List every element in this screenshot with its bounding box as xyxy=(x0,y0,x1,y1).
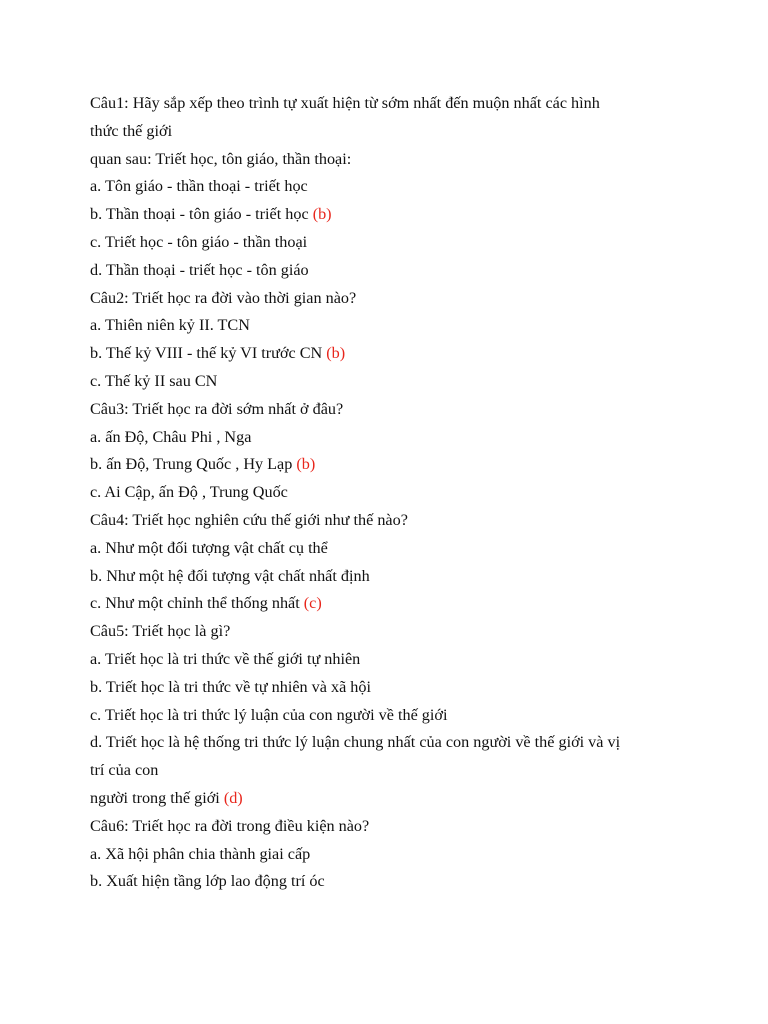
document-line xyxy=(90,702,690,730)
line-text: a. Thiên niên kỷ II. TCN xyxy=(90,316,250,335)
line-text: c. Triết học là tri thức lý luận của con người về thế giới xyxy=(90,705,448,724)
document-line xyxy=(90,757,690,785)
document-line xyxy=(90,312,690,340)
document-line xyxy=(90,868,690,896)
line-text: quan sau: Triết học, tôn giáo, thần thoại: xyxy=(90,149,352,168)
line-text: Câu4: Triết học nghiên cứu thế giới như thế nào? xyxy=(90,510,408,529)
document-line xyxy=(90,451,690,479)
document-line xyxy=(90,424,690,452)
question-line xyxy=(90,618,690,646)
document-line xyxy=(90,173,690,201)
question-line xyxy=(90,507,690,535)
line-text: c. Triết học - tôn giáo - thần thoại xyxy=(90,232,308,251)
line-text: a. Triết học là tri thức về thế giới tự nhiên xyxy=(90,649,361,668)
document-line xyxy=(90,229,690,257)
question-line xyxy=(90,813,690,841)
line-text: trí của con xyxy=(90,761,159,780)
document-line xyxy=(90,479,690,507)
document-body xyxy=(90,90,690,896)
line-text: Câu5: Triết học là gì? xyxy=(90,622,231,641)
answer-marker: (c) xyxy=(303,594,322,613)
line-text: Câu1: Hãy sắp xếp theo trình tự xuất hiện từ sớm nhất đến muộn nhất các hình xyxy=(90,94,600,112)
line-text: a. ấn Độ, Châu Phi , Nga xyxy=(90,427,252,446)
answer-marker: (b) xyxy=(326,344,346,363)
document-line xyxy=(90,118,690,146)
line-text: d. Thần thoại - triết học - tôn giáo xyxy=(90,260,309,279)
document-line xyxy=(90,785,690,813)
line-text: a. Tôn giáo - thần thoại - triết học xyxy=(90,177,308,196)
answer-marker: (b) xyxy=(312,205,332,224)
line-text: Câu2: Triết học ra đời vào thời gian nào? xyxy=(90,288,357,307)
document-line xyxy=(90,841,690,869)
document-line xyxy=(90,340,690,368)
line-text: thức thế giới xyxy=(90,121,173,140)
document-line xyxy=(90,590,690,618)
line-text: b. Thần thoại - tôn giáo - triết học xyxy=(90,205,309,224)
answer-marker: (b) xyxy=(296,455,316,474)
line-text: c. Như một chỉnh thể thống nhất xyxy=(90,594,300,613)
line-text: b. ấn Độ, Trung Quốc , Hy Lạp xyxy=(90,455,293,474)
answer-marker: (d) xyxy=(223,788,243,807)
line-text: người trong thế giới xyxy=(90,788,220,807)
document-line xyxy=(90,368,690,396)
question-line xyxy=(90,285,690,313)
line-text: d. Triết học là hệ thống tri thức lý luận chung nhất của con người về thế giới và vị xyxy=(90,733,621,752)
line-text: b. Như một hệ đối tượng vật chất nhất định xyxy=(90,566,370,585)
document-line xyxy=(90,146,690,174)
line-text: c. Ai Cập, ấn Độ , Trung Quốc xyxy=(90,483,288,502)
line-text: b. Xuất hiện tầng lớp lao động trí óc xyxy=(90,872,325,891)
document-line xyxy=(90,257,690,285)
document-line xyxy=(90,729,690,757)
document-line xyxy=(90,674,690,702)
document-line xyxy=(90,563,690,591)
line-text: b. Triết học là tri thức về tự nhiên và xã hội xyxy=(90,677,371,696)
question-line xyxy=(90,396,690,424)
line-text: c. Thế kỷ II sau CN xyxy=(90,371,218,390)
document-line xyxy=(90,535,690,563)
document-line xyxy=(90,646,690,674)
document-line xyxy=(90,201,690,229)
question-line xyxy=(90,90,690,118)
line-text: a. Xã hội phân chia thành giai cấp xyxy=(90,844,311,863)
line-text: b. Thế kỷ VIII - thế kỷ VI trước CN xyxy=(90,344,323,363)
line-text: Câu3: Triết học ra đời sớm nhất ở đâu? xyxy=(90,399,344,418)
line-text: Câu6: Triết học ra đời trong điều kiện nào? xyxy=(90,816,370,835)
line-text: a. Như một đối tượng vật chất cụ thể xyxy=(90,538,328,557)
